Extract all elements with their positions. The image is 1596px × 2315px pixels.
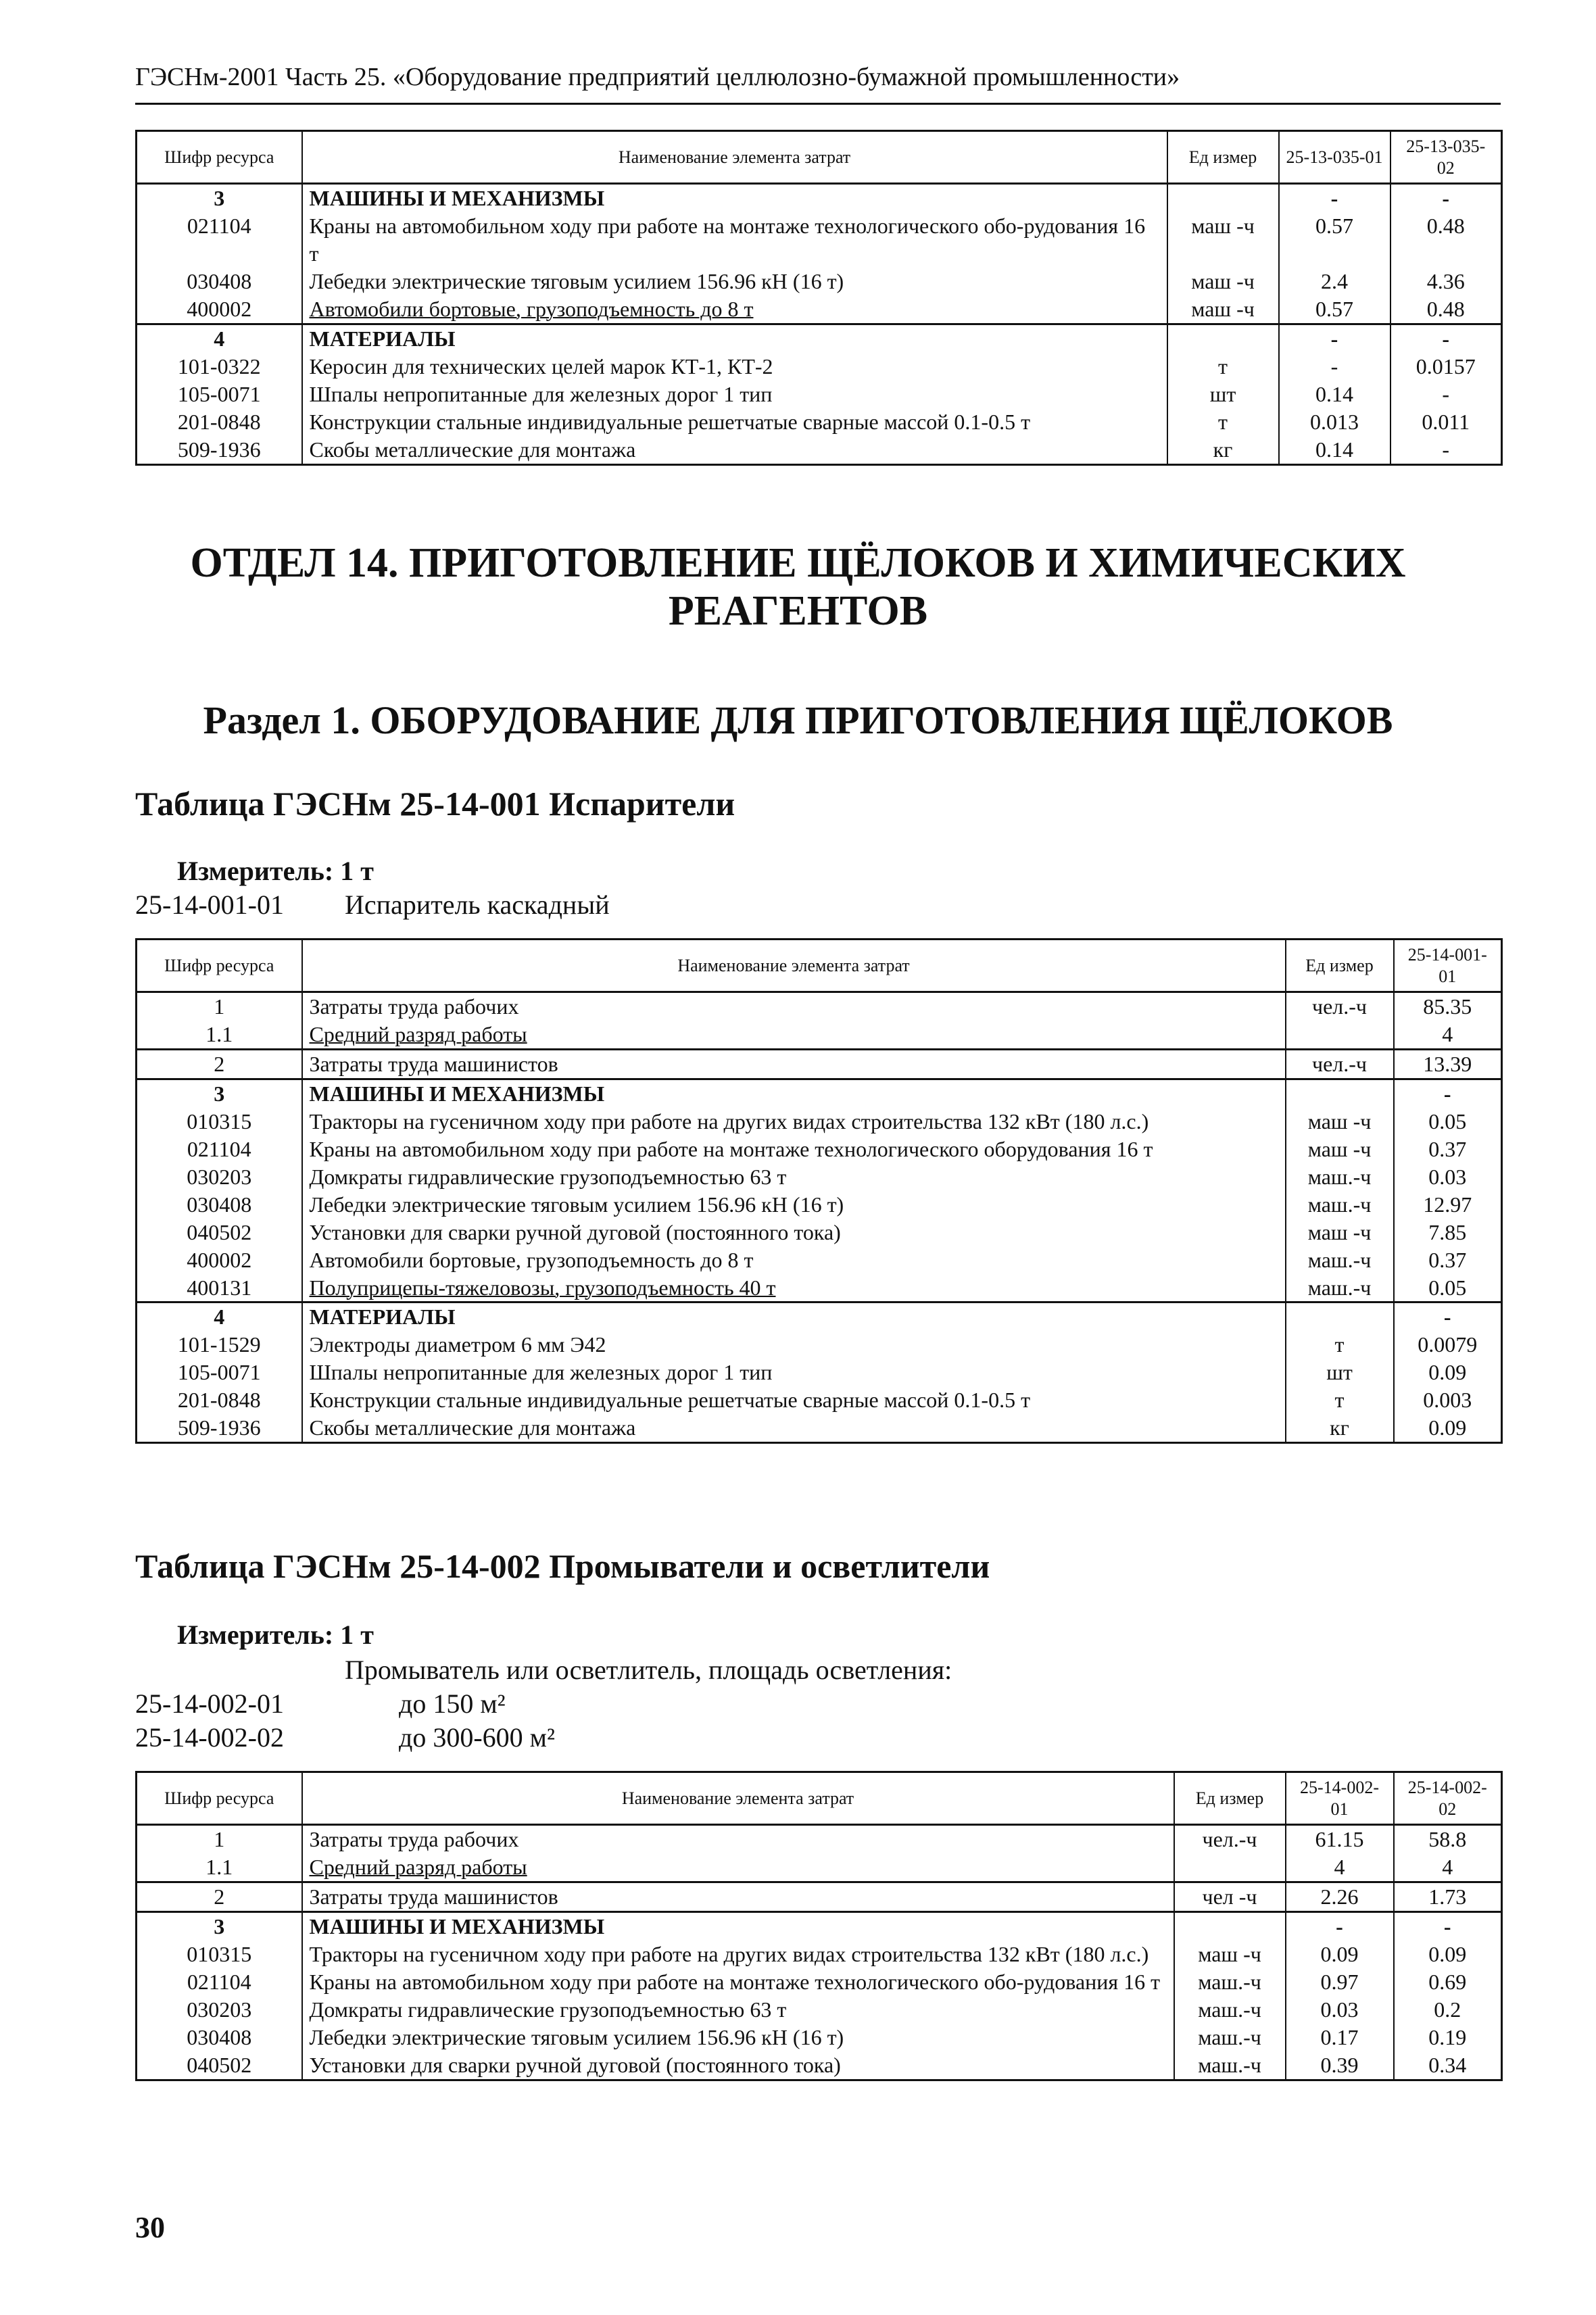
value-cell: 0.69	[1394, 1968, 1502, 1996]
col-header-unit: Ед измер	[1167, 131, 1279, 184]
value-cell: 0.37	[1394, 1136, 1502, 1163]
resource-code-cell: 3	[137, 1079, 302, 1107]
value-cell: 13.39	[1394, 1049, 1502, 1079]
col-header-code: Шифр ресурса	[137, 1772, 302, 1825]
resource-code-cell: 040502	[137, 2051, 302, 2080]
resource-code-cell: 1.1	[137, 1021, 302, 1049]
value-cell: -	[1394, 1911, 1502, 1940]
cost-element-cell: Скобы металлические для монтажа	[302, 1414, 1286, 1442]
value-cell: 58.8	[1394, 1825, 1502, 1853]
unit-cell	[1286, 1079, 1394, 1107]
norm-description: Испаритель каскадный	[345, 890, 610, 920]
cost-element-cell: Тракторы на гусеничном ходу при работе на других видах строительства 132 кВт (180 л.с.)	[302, 1941, 1174, 1968]
value-cell: 0.011	[1391, 408, 1502, 436]
resource-code-cell: 2	[137, 1049, 302, 1079]
unit-cell: чел -ч	[1174, 1882, 1286, 1911]
cost-element-cell: Шпалы непропитанные для железных дорог 1 тип	[302, 381, 1167, 408]
resource-code-cell: 010315	[137, 1108, 302, 1136]
col-header-v1: 25-14-001-01	[1394, 940, 1502, 992]
unit-cell: чел.-ч	[1286, 992, 1394, 1021]
value-cell: 4.36	[1391, 268, 1502, 295]
table-row	[137, 212, 1502, 268]
resource-code-cell: 1	[137, 1825, 302, 1853]
cost-element-cell: МАТЕРИАЛЫ	[302, 324, 1167, 352]
col-header-v2: 25-13-035-02	[1391, 131, 1502, 184]
value-cell: 0.19	[1394, 2024, 1502, 2051]
cost-element-cell: Скобы металлические для монтажа	[302, 436, 1167, 464]
cost-element-cell: Тракторы на гусеничном ходу при работе на других видах строительства 132 кВт (180 л.с.)	[302, 1108, 1286, 1136]
unit-cell: маш -ч	[1167, 268, 1279, 295]
table-25-13-035	[135, 130, 1503, 466]
table-row	[137, 1414, 1502, 1442]
meter-label: Измеритель: 1 т	[177, 856, 374, 886]
value-cell: 0.57	[1279, 295, 1391, 324]
value-cell: 0.05	[1394, 1108, 1502, 1136]
value-cell: -	[1279, 353, 1391, 381]
resource-code-cell: 3	[137, 1911, 302, 1940]
table-row	[137, 1386, 1502, 1414]
col-header-v2: 25-14-002-02	[1394, 1772, 1502, 1825]
cost-element-cell: Средний разряд работы	[302, 1853, 1174, 1882]
value-cell: 0.09	[1394, 1941, 1502, 1968]
unit-cell	[1286, 1021, 1394, 1049]
table-row	[137, 1853, 1502, 1882]
table-row	[137, 1274, 1502, 1302]
col-header-code: Шифр ресурса	[137, 940, 302, 992]
unit-cell	[1174, 1853, 1286, 1882]
col-header-unit: Ед измер	[1286, 940, 1394, 992]
resource-code-cell: 021104	[137, 212, 302, 268]
table-row	[137, 1246, 1502, 1274]
unit-cell	[1174, 1911, 1286, 1940]
unit-cell: чел.-ч	[1174, 1825, 1286, 1853]
table-row	[137, 1079, 1502, 1107]
table-row	[137, 353, 1502, 381]
value-cell: -	[1394, 1079, 1502, 1107]
unit-cell	[1167, 184, 1279, 212]
resource-code-cell: 400002	[137, 295, 302, 324]
meter-label: Измеритель: 1 т	[177, 1619, 374, 1650]
value-cell: 0.03	[1286, 1996, 1394, 2024]
table-row	[137, 408, 1502, 436]
unit-cell: т	[1286, 1386, 1394, 1414]
unit-cell: маш -ч	[1286, 1219, 1394, 1246]
unit-cell: шт	[1286, 1359, 1394, 1386]
resource-code-cell: 030408	[137, 268, 302, 295]
resource-code-cell: 1	[137, 992, 302, 1021]
resource-code-cell: 030408	[137, 2024, 302, 2051]
cost-element-cell: Затраты труда машинистов	[302, 1049, 1286, 1079]
resource-code-cell: 030203	[137, 1163, 302, 1191]
cost-element-cell: Конструкции стальные индивидуальные решетчатые сварные массой 0.1-0.5 т	[302, 408, 1167, 436]
unit-cell: шт	[1167, 381, 1279, 408]
cost-element-cell: Шпалы непропитанные для железных дорог 1 тип	[302, 1359, 1286, 1386]
cost-element-cell: Краны на автомобильном ходу при работе на монтаже технологического обо-рудования 16 т	[302, 1968, 1174, 1996]
value-cell: 4	[1394, 1853, 1502, 1882]
value-cell: 4	[1394, 1021, 1502, 1049]
resource-code-cell: 201-0848	[137, 408, 302, 436]
resource-code-cell: 509-1936	[137, 1414, 302, 1442]
table-row	[137, 436, 1502, 464]
resource-code-cell: 101-0322	[137, 353, 302, 381]
value-cell: 2.26	[1286, 1882, 1394, 1911]
value-cell: 0.09	[1394, 1414, 1502, 1442]
table-row	[137, 1941, 1502, 1968]
table-row	[137, 1163, 1502, 1191]
resource-code-cell: 509-1936	[137, 436, 302, 464]
department-title-line1: ОТДЕЛ 14. ПРИГОТОВЛЕНИЕ ЩЁЛОКОВ И ХИМИЧЕСКИХ	[190, 540, 1406, 586]
cost-element-cell: Установки для сварки ручной дуговой (постоянного тока)	[302, 2051, 1174, 2080]
cost-element-cell: Полуприцепы-тяжеловозы, грузоподъемность 40 т	[302, 1274, 1286, 1302]
page-number: 30	[135, 2211, 165, 2244]
value-cell: -	[1279, 324, 1391, 352]
value-cell: 4	[1286, 1853, 1394, 1882]
value-cell: 61.15	[1286, 1825, 1394, 1853]
unit-cell: маш.-ч	[1174, 2051, 1286, 2080]
col-header-v1: 25-13-035-01	[1279, 131, 1391, 184]
value-cell: 85.35	[1394, 992, 1502, 1021]
unit-cell: чел.-ч	[1286, 1049, 1394, 1079]
value-cell: 0.37	[1394, 1246, 1502, 1274]
resource-code-cell: 010315	[137, 1941, 302, 1968]
resource-code-cell: 105-0071	[137, 381, 302, 408]
table-row	[137, 1136, 1502, 1163]
value-cell: 0.48	[1391, 212, 1502, 268]
resource-code-cell: 4	[137, 1302, 302, 1331]
norm-code: 25-14-001-01	[135, 890, 284, 920]
cost-element-cell: Затраты труда машинистов	[302, 1882, 1174, 1911]
unit-cell: т	[1286, 1331, 1394, 1359]
value-cell: -	[1394, 1302, 1502, 1331]
cost-element-cell: Автомобили бортовые, грузоподъемность до 8 т	[302, 295, 1167, 324]
table-row	[137, 992, 1502, 1021]
table-row	[137, 1825, 1502, 1853]
table-row	[137, 268, 1502, 295]
cost-element-cell: МАШИНЫ И МЕХАНИЗМЫ	[302, 1911, 1174, 1940]
col-header-v1: 25-14-002-01	[1286, 1772, 1394, 1825]
value-cell: 12.97	[1394, 1191, 1502, 1219]
cost-element-cell: Лебедки электрические тяговым усилием 156.96 кН (16 т)	[302, 268, 1167, 295]
table-row	[137, 1968, 1502, 1996]
unit-cell	[1286, 1302, 1394, 1331]
value-cell: -	[1391, 184, 1502, 212]
resource-code-cell: 030203	[137, 1996, 302, 2024]
unit-cell: маш -ч	[1174, 1941, 1286, 1968]
cost-element-cell: Домкраты гидравлические грузоподъемностью 63 т	[302, 1163, 1286, 1191]
table-row	[137, 1302, 1502, 1331]
value-cell: 7.85	[1394, 1219, 1502, 1246]
cost-element-cell: Автомобили бортовые, грузоподъемность до 8 т	[302, 1246, 1286, 1274]
col-header-name: Наименование элемента затрат	[302, 131, 1167, 184]
unit-cell: маш.-ч	[1286, 1191, 1394, 1219]
cost-element-cell: Установки для сварки ручной дуговой (постоянного тока)	[302, 1219, 1286, 1246]
unit-cell: т	[1167, 408, 1279, 436]
department-title-line2: РЕАГЕНТОВ	[668, 588, 928, 634]
value-cell: 0.0079	[1394, 1331, 1502, 1359]
resource-code-cell: 021104	[137, 1136, 302, 1163]
unit-cell: маш -ч	[1167, 295, 1279, 324]
cost-element-cell: Электроды диаметром 6 мм Э42	[302, 1331, 1286, 1359]
unit-cell: маш.-ч	[1286, 1163, 1394, 1191]
value-cell: 0.97	[1286, 1968, 1394, 1996]
unit-cell: маш.-ч	[1286, 1246, 1394, 1274]
value-cell: 0.003	[1394, 1386, 1502, 1414]
resource-code-cell: 201-0848	[137, 1386, 302, 1414]
col-header-name: Наименование элемента затрат	[302, 940, 1286, 992]
resource-code-cell: 030408	[137, 1191, 302, 1219]
cost-element-cell: Краны на автомобильном ходу при работе на монтаже технологического оборудования 16 т	[302, 1136, 1286, 1163]
value-cell: 1.73	[1394, 1882, 1502, 1911]
table-row	[137, 1911, 1502, 1940]
table-row	[137, 1219, 1502, 1246]
value-cell: 0.14	[1279, 436, 1391, 464]
cost-element-cell: МАШИНЫ И МЕХАНИЗМЫ	[302, 184, 1167, 212]
table-row	[137, 184, 1502, 212]
unit-cell: маш.-ч	[1286, 1274, 1394, 1302]
unit-cell: маш -ч	[1286, 1136, 1394, 1163]
resource-code-cell: 021104	[137, 1968, 302, 1996]
unit-cell: маш -ч	[1167, 212, 1279, 268]
cost-element-cell: Лебедки электрические тяговым усилием 156.96 кН (16 т)	[302, 1191, 1286, 1219]
table-25-14-001	[135, 938, 1503, 1444]
value-cell: 0.09	[1286, 1941, 1394, 1968]
unit-cell: кг	[1167, 436, 1279, 464]
table-row	[137, 1882, 1502, 1911]
col-header-code: Шифр ресурса	[137, 131, 302, 184]
table-row	[137, 295, 1502, 324]
table-row	[137, 2024, 1502, 2051]
value-cell: 0.05	[1394, 1274, 1502, 1302]
resource-code-cell: 4	[137, 324, 302, 352]
resource-code-cell: 040502	[137, 1219, 302, 1246]
table-title-25-14-002: Таблица ГЭСНм 25-14-002 Промыватели и осветлители	[135, 1547, 990, 1585]
norm-code: 25-14-002-01	[135, 1688, 284, 1719]
unit-cell: маш.-ч	[1174, 1968, 1286, 1996]
norm-group-description: Промыватель или осветлитель, площадь осветления:	[345, 1655, 952, 1685]
table-row	[137, 381, 1502, 408]
resource-code-cell: 1.1	[137, 1853, 302, 1882]
cost-element-cell: МАШИНЫ И МЕХАНИЗМЫ	[302, 1079, 1286, 1107]
table-row	[137, 324, 1502, 352]
resource-code-cell: 400002	[137, 1246, 302, 1274]
value-cell: 0.57	[1279, 212, 1391, 268]
cost-element-cell: Затраты труда рабочих	[302, 992, 1286, 1021]
col-header-unit: Ед измер	[1174, 1772, 1286, 1825]
unit-cell: маш.-ч	[1174, 1996, 1286, 2024]
cost-element-cell: Затраты труда рабочих	[302, 1825, 1174, 1853]
table-row	[137, 1331, 1502, 1359]
running-header: ГЭСНм-2001 Часть 25. «Оборудование предприятий целлюлозно-бумажной промышленности»	[135, 63, 1180, 91]
table-title-25-14-001: Таблица ГЭСНм 25-14-001 Испарители	[135, 785, 735, 823]
value-cell: 0.03	[1394, 1163, 1502, 1191]
resource-code-cell: 101-1529	[137, 1331, 302, 1359]
table-row	[137, 1996, 1502, 2024]
resource-code-cell: 400131	[137, 1274, 302, 1302]
norm-description: до 300-600 м²	[399, 1722, 555, 1753]
table-row	[137, 1191, 1502, 1219]
section-title: Раздел 1. ОБОРУДОВАНИЕ ДЛЯ ПРИГОТОВЛЕНИЯ ЩЁЛОКОВ	[203, 698, 1393, 742]
unit-cell: маш.-ч	[1174, 2024, 1286, 2051]
value-cell: 0.2	[1394, 1996, 1502, 2024]
value-cell: 0.34	[1394, 2051, 1502, 2080]
table-25-14-002	[135, 1771, 1503, 2081]
cost-element-cell: Керосин для технических целей марок КТ-1, КТ-2	[302, 353, 1167, 381]
resource-code-cell: 105-0071	[137, 1359, 302, 1386]
resource-code-cell: 3	[137, 184, 302, 212]
value-cell: 0.013	[1279, 408, 1391, 436]
table-row	[137, 1108, 1502, 1136]
value-cell: 2.4	[1279, 268, 1391, 295]
cost-element-cell: МАТЕРИАЛЫ	[302, 1302, 1286, 1331]
unit-cell: кг	[1286, 1414, 1394, 1442]
unit-cell: т	[1167, 353, 1279, 381]
table-row	[137, 1359, 1502, 1386]
value-cell: 0.17	[1286, 2024, 1394, 2051]
value-cell: -	[1391, 324, 1502, 352]
resource-code-cell: 2	[137, 1882, 302, 1911]
value-cell: -	[1279, 184, 1391, 212]
unit-cell	[1167, 324, 1279, 352]
value-cell: -	[1286, 1911, 1394, 1940]
table-row	[137, 2051, 1502, 2080]
unit-cell: маш -ч	[1286, 1108, 1394, 1136]
cost-element-cell: Краны на автомобильном ходу при работе на монтаже технологического обо-рудования 16 т	[302, 212, 1167, 268]
table-row	[137, 1049, 1502, 1079]
norm-description: до 150 м²	[399, 1688, 506, 1719]
header-rule	[135, 103, 1501, 105]
value-cell: 0.14	[1279, 381, 1391, 408]
value-cell: -	[1391, 381, 1502, 408]
value-cell: 0.39	[1286, 2051, 1394, 2080]
value-cell: 0.09	[1394, 1359, 1502, 1386]
norm-code: 25-14-002-02	[135, 1722, 284, 1753]
table-row	[137, 1021, 1502, 1049]
value-cell: 0.0157	[1391, 353, 1502, 381]
value-cell: -	[1391, 436, 1502, 464]
cost-element-cell: Средний разряд работы	[302, 1021, 1286, 1049]
value-cell: 0.48	[1391, 295, 1502, 324]
cost-element-cell: Конструкции стальные индивидуальные решетчатые сварные массой 0.1-0.5 т	[302, 1386, 1286, 1414]
col-header-name: Наименование элемента затрат	[302, 1772, 1174, 1825]
cost-element-cell: Лебедки электрические тяговым усилием 156.96 кН (16 т)	[302, 2024, 1174, 2051]
cost-element-cell: Домкраты гидравлические грузоподъемностью 63 т	[302, 1996, 1174, 2024]
